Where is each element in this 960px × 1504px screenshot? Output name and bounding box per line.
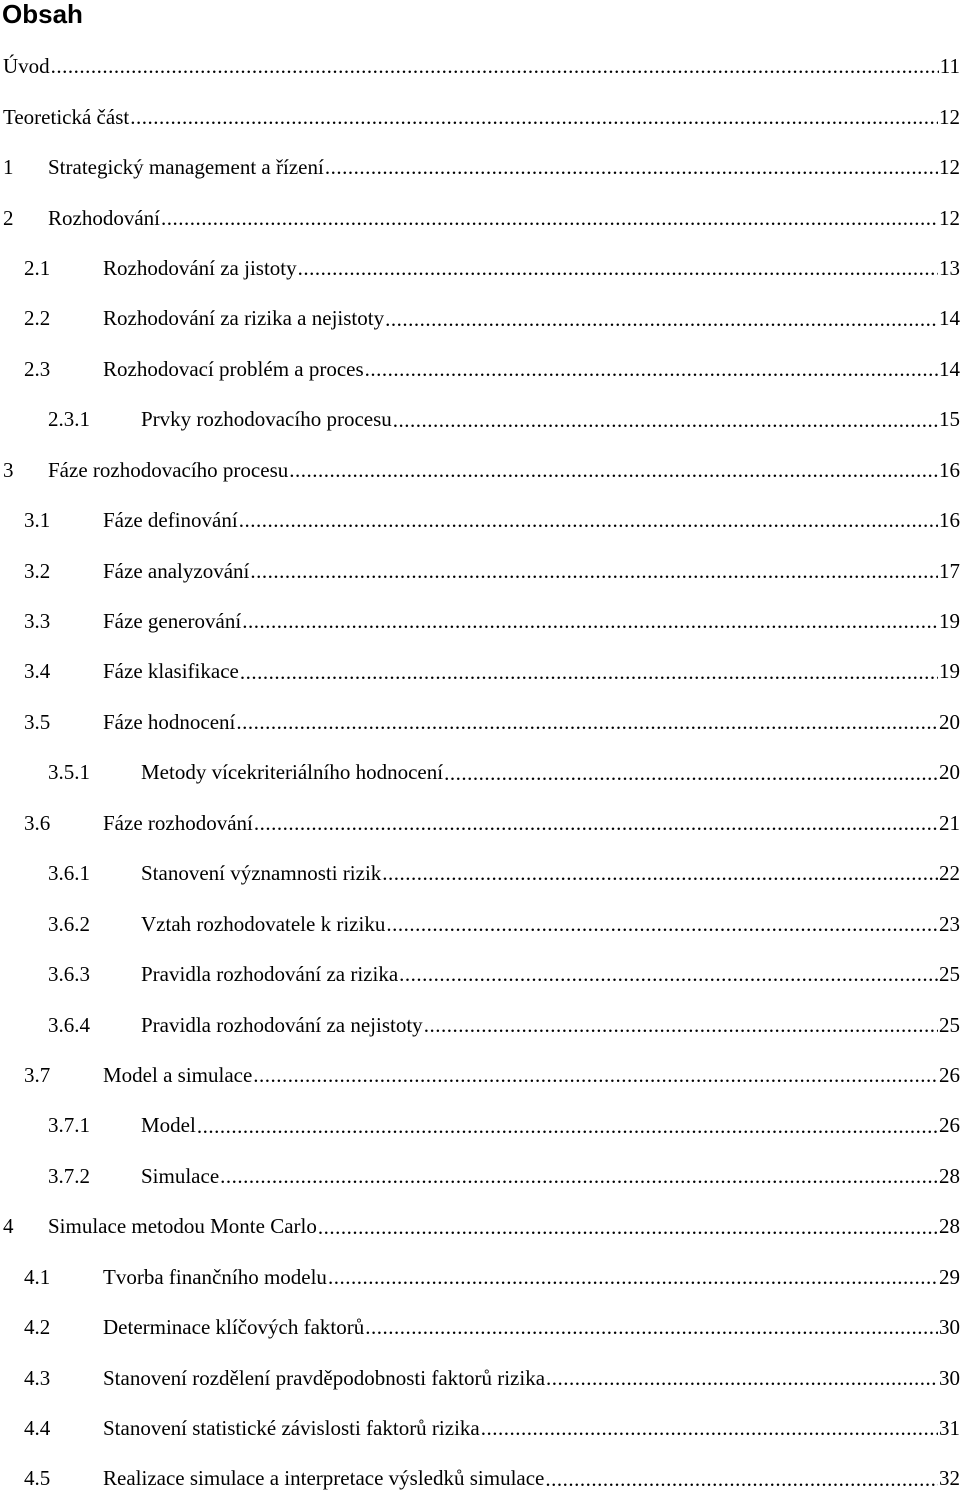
dot-leader xyxy=(546,1365,938,1391)
toc-entry-page-number: 31 xyxy=(939,1416,960,1441)
dot-leader xyxy=(385,306,938,332)
toc-entry[interactable] xyxy=(0,1252,960,1302)
toc-entry[interactable] xyxy=(0,545,960,595)
toc-entry-title: Úvod xyxy=(3,54,50,79)
toc-entry-number: 3.7.2 xyxy=(48,1163,90,1188)
toc-entry-title: Pravidla rozhodování za nejistoty xyxy=(141,1012,423,1037)
toc-entry-page-number: 14 xyxy=(939,356,960,381)
toc-entry[interactable] xyxy=(0,697,960,747)
toc-entry[interactable] xyxy=(0,848,960,898)
toc-entry-title: Fáze analyzování xyxy=(103,558,250,583)
toc-entry-page-number: 19 xyxy=(939,609,960,634)
toc-entry-title: Tvorba finančního modelu xyxy=(103,1264,327,1289)
dot-leader xyxy=(328,1264,938,1290)
dot-leader xyxy=(318,1214,938,1240)
toc-entry-number: 3.2 xyxy=(24,558,51,583)
dot-leader xyxy=(289,457,938,483)
toc-entry-page-number: 23 xyxy=(939,911,960,936)
toc-entry-page-number: 26 xyxy=(939,1062,960,1087)
toc-entry[interactable] xyxy=(0,1050,960,1100)
toc-entry-page-number: 32 xyxy=(939,1466,960,1491)
toc-entry-title: Fáze rozhodovacího procesu xyxy=(48,457,289,482)
toc-entry-page-number: 20 xyxy=(939,709,960,734)
toc-entry[interactable] xyxy=(0,142,960,192)
toc-entry-page-number: 25 xyxy=(939,1012,960,1037)
table-of-contents xyxy=(0,41,960,1504)
toc-entry-number: 3.7 xyxy=(24,1062,51,1087)
toc-entry[interactable] xyxy=(0,344,960,394)
toc-entry[interactable] xyxy=(0,41,960,91)
dot-leader xyxy=(250,558,938,584)
toc-entry-number: 3.6 xyxy=(24,810,51,835)
toc-entry[interactable] xyxy=(0,293,960,343)
toc-entry-page-number: 26 xyxy=(939,1113,960,1138)
toc-entry-number: 3.4 xyxy=(24,659,51,684)
toc-entry-page-number: 30 xyxy=(939,1365,960,1390)
toc-entry[interactable] xyxy=(0,192,960,242)
toc-entry-number: 1 xyxy=(3,155,14,180)
dot-leader xyxy=(51,53,939,79)
dot-leader xyxy=(325,154,938,180)
toc-entry-number: 3.1 xyxy=(24,508,51,533)
toc-entry[interactable] xyxy=(0,1151,960,1201)
toc-entry-title: Model xyxy=(141,1113,196,1138)
dot-leader xyxy=(424,1012,938,1038)
toc-entry[interactable] xyxy=(0,445,960,495)
toc-entry-number: 3.5 xyxy=(24,709,51,734)
toc-entry[interactable] xyxy=(0,1352,960,1402)
dot-leader xyxy=(242,608,938,634)
toc-entry-title: Fáze definování xyxy=(103,508,238,533)
toc-entry[interactable] xyxy=(0,747,960,797)
toc-entry[interactable] xyxy=(0,596,960,646)
toc-entry-number: 3.3 xyxy=(24,609,51,634)
dot-leader xyxy=(444,760,938,786)
toc-entry-title: Simulace metodou Monte Carlo xyxy=(48,1214,317,1239)
toc-entry-page-number: 22 xyxy=(939,861,960,886)
toc-entry-page-number: 13 xyxy=(939,255,960,280)
toc-entry[interactable] xyxy=(0,646,960,696)
toc-entry[interactable] xyxy=(0,1453,960,1503)
toc-entry-title: Simulace xyxy=(141,1163,220,1188)
toc-entry-number: 3.6.1 xyxy=(48,861,90,886)
toc-entry-number: 3 xyxy=(3,457,14,482)
toc-entry-page-number: 30 xyxy=(939,1315,960,1340)
toc-entry-page-number: 12 xyxy=(939,155,960,180)
toc-entry-page-number: 28 xyxy=(939,1214,960,1239)
toc-entry-page-number: 20 xyxy=(939,760,960,785)
toc-entry-title: Fáze klasifikace xyxy=(103,659,239,684)
toc-entry[interactable] xyxy=(0,1201,960,1251)
toc-entry-title: Determinace klíčových faktorů xyxy=(103,1315,365,1340)
toc-entry-page-number: 16 xyxy=(939,457,960,482)
toc-entry-title: Prvky rozhodovacího procesu xyxy=(141,407,392,432)
toc-entry-title: Model a simulace xyxy=(103,1062,253,1087)
toc-entry[interactable] xyxy=(0,999,960,1049)
toc-entry-page-number: 14 xyxy=(939,306,960,331)
toc-entry[interactable] xyxy=(0,898,960,948)
toc-entry-number: 2 xyxy=(3,205,14,230)
toc-entry-title: Vztah rozhodovatele k riziku xyxy=(141,911,386,936)
toc-entry-title: Rozhodování xyxy=(48,205,160,230)
toc-entry-title: Teoretická část xyxy=(3,104,130,129)
dot-leader xyxy=(393,407,938,433)
dot-leader xyxy=(220,1163,938,1189)
toc-entry-number: 4.5 xyxy=(24,1466,51,1491)
toc-entry-number: 4.2 xyxy=(24,1315,51,1340)
toc-entry-title: Stanovení významnosti rizik xyxy=(141,861,382,886)
dot-leader xyxy=(545,1466,938,1492)
toc-entry-number: 3.6.2 xyxy=(48,911,90,936)
dot-leader xyxy=(365,1314,938,1340)
dot-leader xyxy=(382,860,938,886)
toc-entry-title: Realizace simulace a interpretace výsledků simulace xyxy=(103,1466,545,1491)
toc-entry[interactable] xyxy=(0,798,960,848)
toc-entry[interactable] xyxy=(0,1100,960,1150)
dot-leader xyxy=(298,255,938,281)
toc-entry-title: Rozhodování za rizika a nejistoty xyxy=(103,306,385,331)
toc-entry-title: Pravidla rozhodování za rizika xyxy=(141,962,399,987)
dot-leader xyxy=(481,1415,938,1441)
dot-leader xyxy=(130,104,938,130)
dot-leader xyxy=(399,961,938,987)
toc-entry[interactable] xyxy=(0,1302,960,1352)
toc-entry-page-number: 19 xyxy=(939,659,960,684)
toc-entry-page-number: 12 xyxy=(939,104,960,129)
toc-entry-title: Metody vícekriteriálního hodnocení xyxy=(141,760,444,785)
dot-leader xyxy=(386,911,938,937)
toc-entry[interactable] xyxy=(0,243,960,293)
toc-entry-title: Fáze generování xyxy=(103,609,242,634)
toc-entry-number: 3.5.1 xyxy=(48,760,90,785)
toc-entry-title: Stanovení statistické závislosti faktorů rizika xyxy=(103,1416,480,1441)
toc-entry-title: Rozhodovací problém a proces xyxy=(103,356,364,381)
toc-entry-page-number: 28 xyxy=(939,1163,960,1188)
toc-entry-number: 4 xyxy=(3,1214,14,1239)
toc-entry-title: Rozhodování za jistoty xyxy=(103,255,297,280)
dot-leader xyxy=(236,709,938,735)
toc-entry-page-number: 12 xyxy=(939,205,960,230)
toc-entry-number: 4.3 xyxy=(24,1365,51,1390)
toc-entry-number: 4.4 xyxy=(24,1416,51,1441)
toc-entry-page-number: 29 xyxy=(939,1264,960,1289)
dot-leader xyxy=(253,1062,938,1088)
toc-entry[interactable] xyxy=(0,495,960,545)
toc-entry[interactable] xyxy=(0,91,960,141)
toc-entry-page-number: 11 xyxy=(939,54,960,79)
toc-entry[interactable] xyxy=(0,949,960,999)
toc-entry[interactable] xyxy=(0,1403,960,1453)
toc-entry-number: 2.2 xyxy=(24,306,51,331)
toc-entry-page-number: 15 xyxy=(939,407,960,432)
toc-entry[interactable] xyxy=(0,394,960,444)
page-title: Obsah xyxy=(2,0,83,29)
toc-entry-page-number: 25 xyxy=(939,962,960,987)
dot-leader xyxy=(239,507,938,533)
toc-entry-number: 4.1 xyxy=(24,1264,51,1289)
toc-entry-title: Strategický management a řízení xyxy=(48,155,324,180)
dot-leader xyxy=(161,205,938,231)
dot-leader xyxy=(365,356,938,382)
toc-entry-number: 3.6.3 xyxy=(48,962,90,987)
dot-leader xyxy=(240,659,938,685)
toc-entry-title: Fáze hodnocení xyxy=(103,709,236,734)
toc-entry-number: 2.3 xyxy=(24,356,51,381)
toc-entry-number: 2.1 xyxy=(24,255,51,280)
toc-entry-page-number: 21 xyxy=(939,810,960,835)
toc-entry-page-number: 16 xyxy=(939,508,960,533)
toc-entry-number: 2.3.1 xyxy=(48,407,90,432)
toc-entry-title: Stanovení rozdělení pravděpodobnosti faktorů rizika xyxy=(103,1365,546,1390)
toc-entry-number: 3.6.4 xyxy=(48,1012,90,1037)
toc-entry-title: Fáze rozhodování xyxy=(103,810,253,835)
toc-entry-number: 3.7.1 xyxy=(48,1113,90,1138)
toc-entry-page-number: 17 xyxy=(939,558,960,583)
dot-leader xyxy=(254,810,938,836)
dot-leader xyxy=(197,1113,938,1139)
